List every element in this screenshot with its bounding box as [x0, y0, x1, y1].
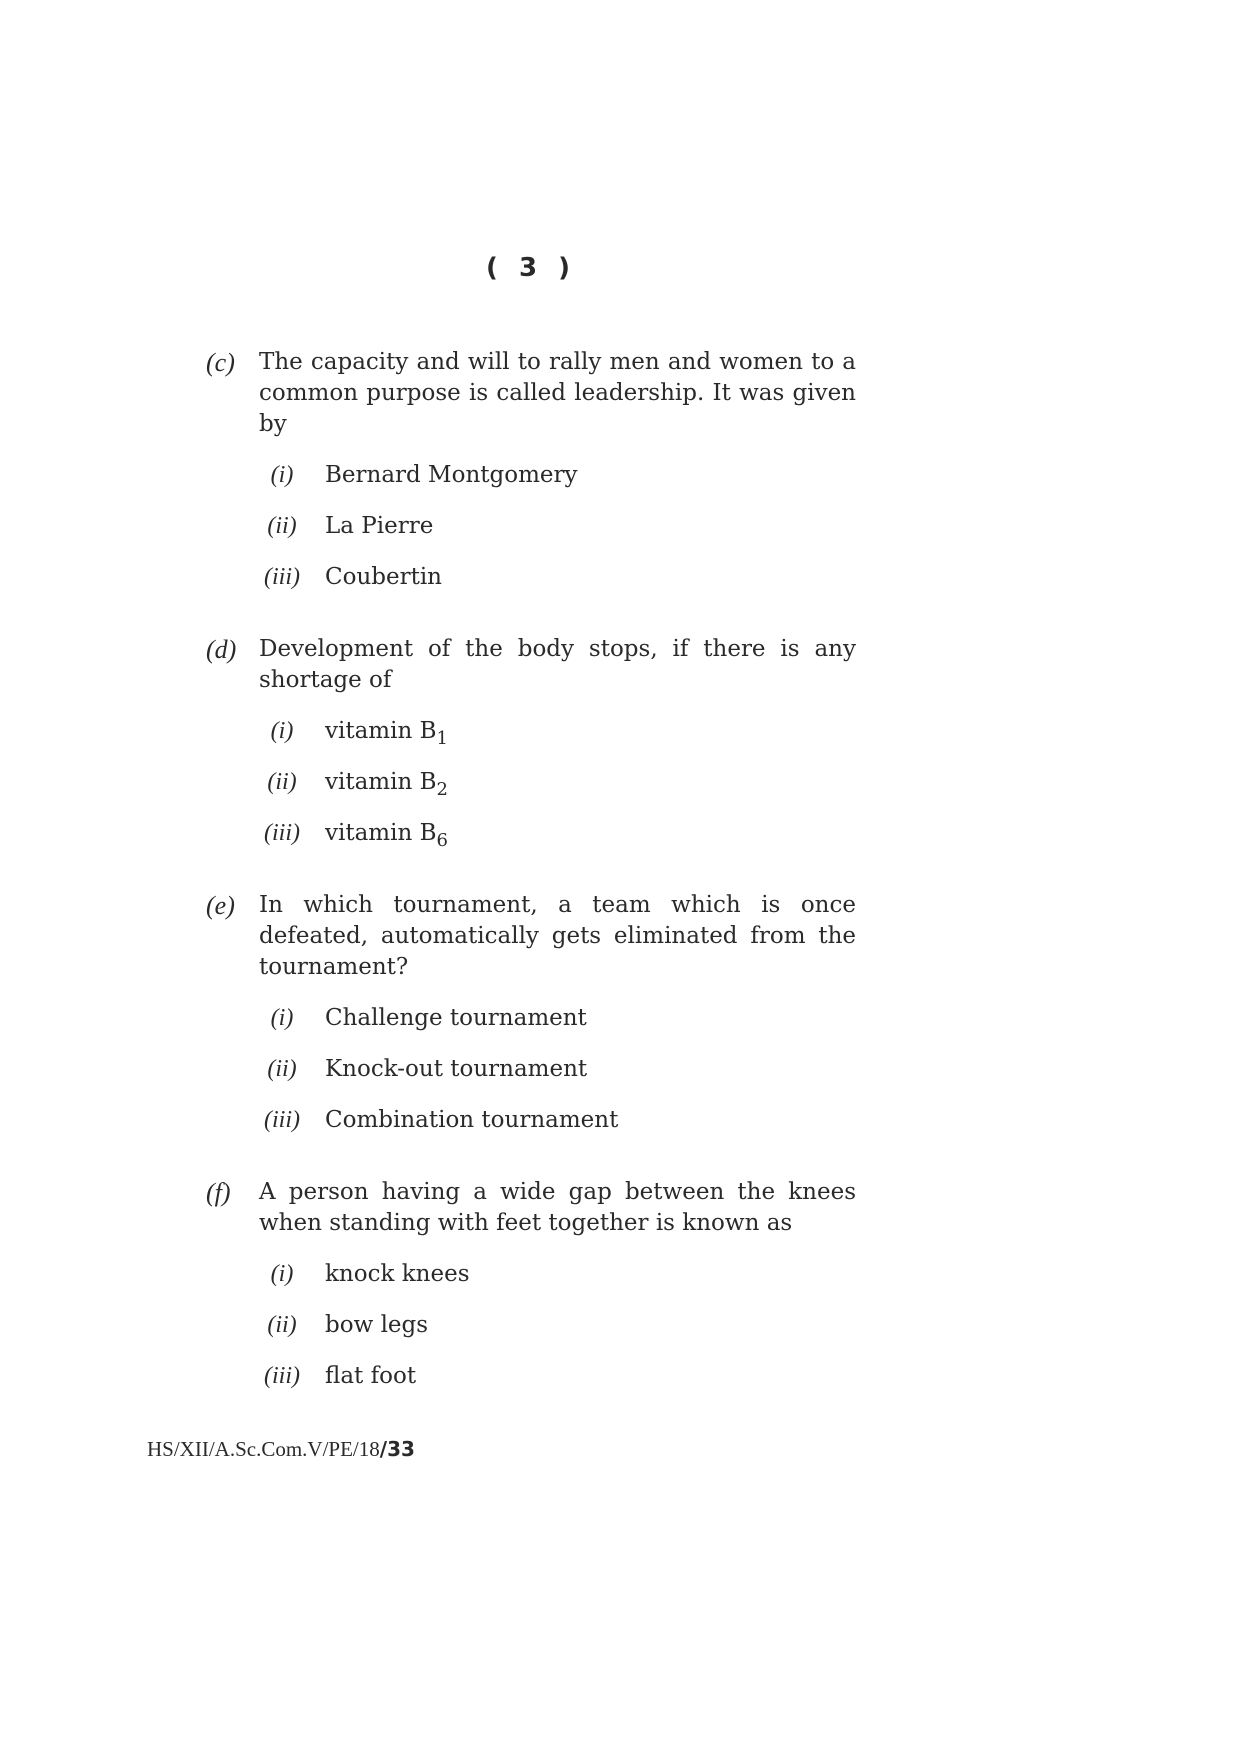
option-label: (ii): [267, 1312, 297, 1338]
page-number: ( 3 ): [486, 253, 576, 283]
option-label: (ii): [267, 513, 297, 539]
option-text: Bernard Montgomery: [325, 462, 578, 488]
option-text: Knock-out tournament: [325, 1056, 588, 1082]
option-text-main: vitamin B: [325, 820, 437, 846]
option-text: [325, 767, 448, 798]
option-item: [259, 1259, 856, 1290]
option-subscript: 6: [436, 830, 448, 851]
question-text: In which tournament, a team which is once defeated, automatically gets eliminated from the tournament?: [259, 892, 856, 980]
question-label: (f): [206, 1178, 231, 1207]
question-text: A person having a wide gap between the knees when standing with feet together is known as: [259, 1179, 856, 1236]
question-c: [206, 347, 856, 593]
question-text: Development of the body stops, if there is any shortage of: [259, 636, 856, 693]
question-label: (c): [206, 348, 235, 377]
option-item: [259, 460, 856, 491]
option-subscript: 2: [436, 779, 448, 800]
option-subscript: 1: [436, 728, 448, 749]
option-text: Challenge tournament: [325, 1005, 587, 1031]
option-text: [325, 818, 448, 849]
option-item: [259, 1054, 856, 1085]
option-text: [325, 716, 448, 747]
option-label: (iii): [264, 820, 300, 846]
option-text: bow legs: [325, 1312, 429, 1338]
option-label: (i): [270, 462, 294, 488]
option-item: [259, 716, 856, 747]
option-label: (iii): [264, 564, 300, 590]
option-item: [259, 562, 856, 593]
footer-code: [147, 1437, 415, 1462]
option-text: Coubertin: [325, 564, 442, 590]
option-label: (i): [270, 1005, 294, 1031]
option-text: Combination tournament: [325, 1107, 619, 1133]
question-d: [206, 634, 856, 849]
option-item: [259, 1003, 856, 1034]
option-label: (iii): [264, 1107, 300, 1133]
option-item: [259, 1310, 856, 1341]
question-label: (d): [206, 635, 237, 664]
question-label: (e): [206, 891, 235, 920]
option-label: (ii): [267, 769, 297, 795]
footer-code-text: HS/XII/A.Sc.Com.V/PE/18: [147, 1437, 380, 1461]
option-label: (iii): [264, 1363, 300, 1389]
option-item: [259, 511, 856, 542]
option-item: [259, 1361, 856, 1392]
option-item: [259, 1105, 856, 1136]
option-text-main: vitamin B: [325, 718, 437, 744]
option-text-main: vitamin B: [325, 769, 437, 795]
option-label: (ii): [267, 1056, 297, 1082]
option-label: (i): [270, 718, 294, 744]
option-item: [259, 818, 856, 849]
option-item: [259, 767, 856, 798]
footer-code-number: /33: [379, 1437, 415, 1461]
option-label: (i): [270, 1261, 294, 1287]
option-text: La Pierre: [325, 513, 434, 539]
question-text: The capacity and will to rally men and women to a common purpose is called leadership. It was given by: [259, 349, 856, 437]
option-text: flat foot: [325, 1363, 417, 1389]
question-e: [206, 890, 856, 1136]
question-f: [206, 1177, 856, 1392]
option-text: knock knees: [325, 1261, 470, 1287]
